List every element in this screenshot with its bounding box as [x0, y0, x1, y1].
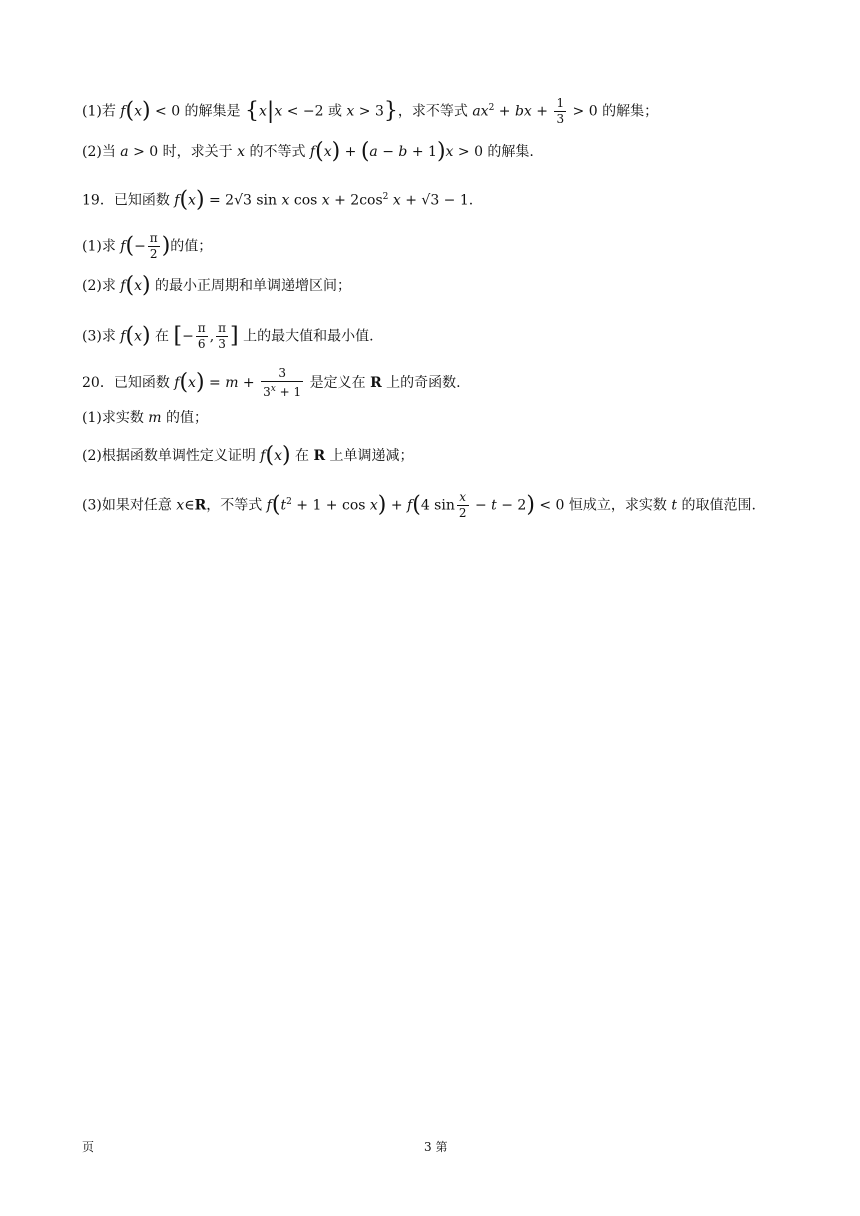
problem-20-part-1: (1)求实数 m 的值； — [82, 410, 209, 426]
problem-19-part-3: (3)求 f(x) 在 [− $\frac{\pi}{6}$ , $\frac{\pi}{3}$ ] 上的最大值和最小值. — [82, 321, 374, 351]
problem-19-part-1: (1)求 f(− $\frac{\pi}{2}$ )的值； — [82, 231, 213, 261]
problem-19: 19．已知函数 f(x) = 2√3 sin x $\cos x + 2\cos^2$ x + √3 − 1. — [82, 187, 474, 213]
problem-18-part-2: (2)当 a > 0 时，求关于 x 的不等式 f(x) + (a − b + 1)x > 0 的解集. — [82, 139, 534, 164]
footer-left: 页 — [82, 1140, 95, 1154]
problem-18-part-1: (1)若 f(x) < 0 的解集是 {x|x < −2 或 x > 3}，求不等式 $ax^2$ + bx + $\frac{1}{3}$ > 0 的解集； — [82, 96, 659, 126]
problem-19-part-2: (2)求 f(x) 的最小正周期和单调递增区间； — [82, 273, 352, 298]
problem-20-part-2: (2)根据函数单调性定义证明 f(x) 在 R 上单调递减； — [82, 443, 414, 468]
footer-page-number: 3 第 — [424, 1140, 448, 1154]
problem-20-part-3: (3)如果对任意 x∈R，不等式 $f(t^2 + 1 + \cos x) + f(4$ sin $\frac{x}{2}$ − t − 2) < 0 恒成立，求实数 t 的取值范围. — [82, 490, 756, 520]
problem-20: 20．已知函数 f(x) = m + $\frac{3}{3^x + 1}$ 是定义在 R 上的奇函数. — [82, 366, 461, 399]
